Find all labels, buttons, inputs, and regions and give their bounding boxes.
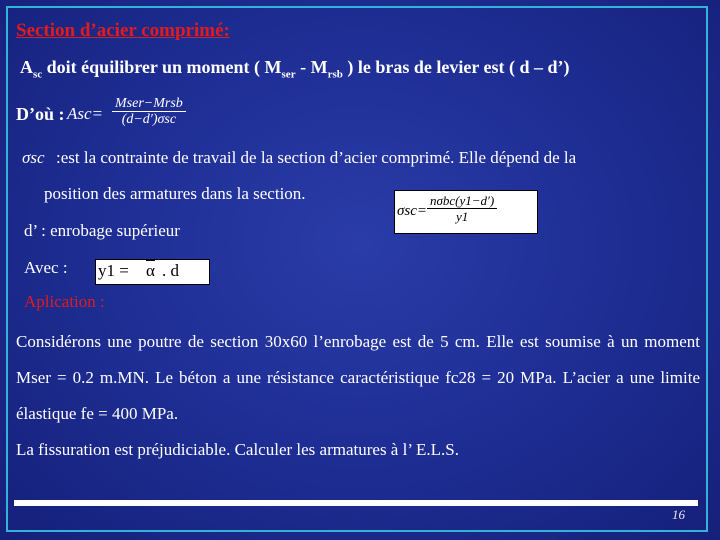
sigma-formula-lhs: σsc= [397,203,428,219]
times-d: . d [162,261,179,280]
sigma-formula-denominator: y1 [455,209,469,224]
y1-formula-box [95,259,210,285]
statement-dash: - [295,57,311,77]
formula-asc-fraction [112,96,186,128]
enrobage-text: d’ : enrobage supérieur [24,221,180,240]
formula-asc-lhs: Asc= [67,104,104,123]
application-heading: Aplication : [24,292,105,311]
equilibrium-statement [20,57,570,81]
formula-asc-denominator: (d−d′)σsc [121,112,177,127]
dou-label: D’où : [16,104,65,124]
section-title: Section d’acier comprimé: [16,20,230,41]
page-number: 16 [672,507,685,522]
problem-question: La fissuration est préjudiciable. Calculer les armatures à l’ E.L.S. [16,440,459,459]
footer-bar [14,500,698,506]
sigma-definition-text: :est la contrainte de travail de la section d’acier comprimé. Elle dépend de la [56,148,577,167]
statement-text-b: ) le bras de levier est ( d – d’) [342,57,570,77]
alpha-symbol: $\overline{\alpha}$ [146,261,155,280]
sigma-formula-numerator: nσbc(y1−d′) [427,193,497,209]
formula-asc-numerator: Mser−Mrsb [112,96,186,112]
problem-statement: Considérons une poutre de section 30x60 l’enrobage est de 5 cm. Elle est soumise à un moment Mser = 0.2 m.MN. Le béton a une résistance caractéristique fc28 = 20 MPa. L’acier a une limite élastique fe = 400 MPa. [16,332,700,423]
application-paragraph [16,324,700,468]
asc-symbol: $A_{sc}$ [20,57,43,81]
statement-text-a: doit équilibrer un moment ( [42,57,265,77]
position-text: position des armatures dans la section. [44,184,306,203]
sigma-formula-box [394,190,538,234]
sigma-formula-fraction [427,193,497,225]
mser-symbol: $M_{ser}$ [264,57,296,81]
mrsb-symbol: $M_{rsb}$ [310,57,343,81]
y1-symbol: y1 = [98,261,129,280]
avec-label: Avec : [24,258,68,277]
sigma-sc-symbol: σsc [22,148,45,167]
